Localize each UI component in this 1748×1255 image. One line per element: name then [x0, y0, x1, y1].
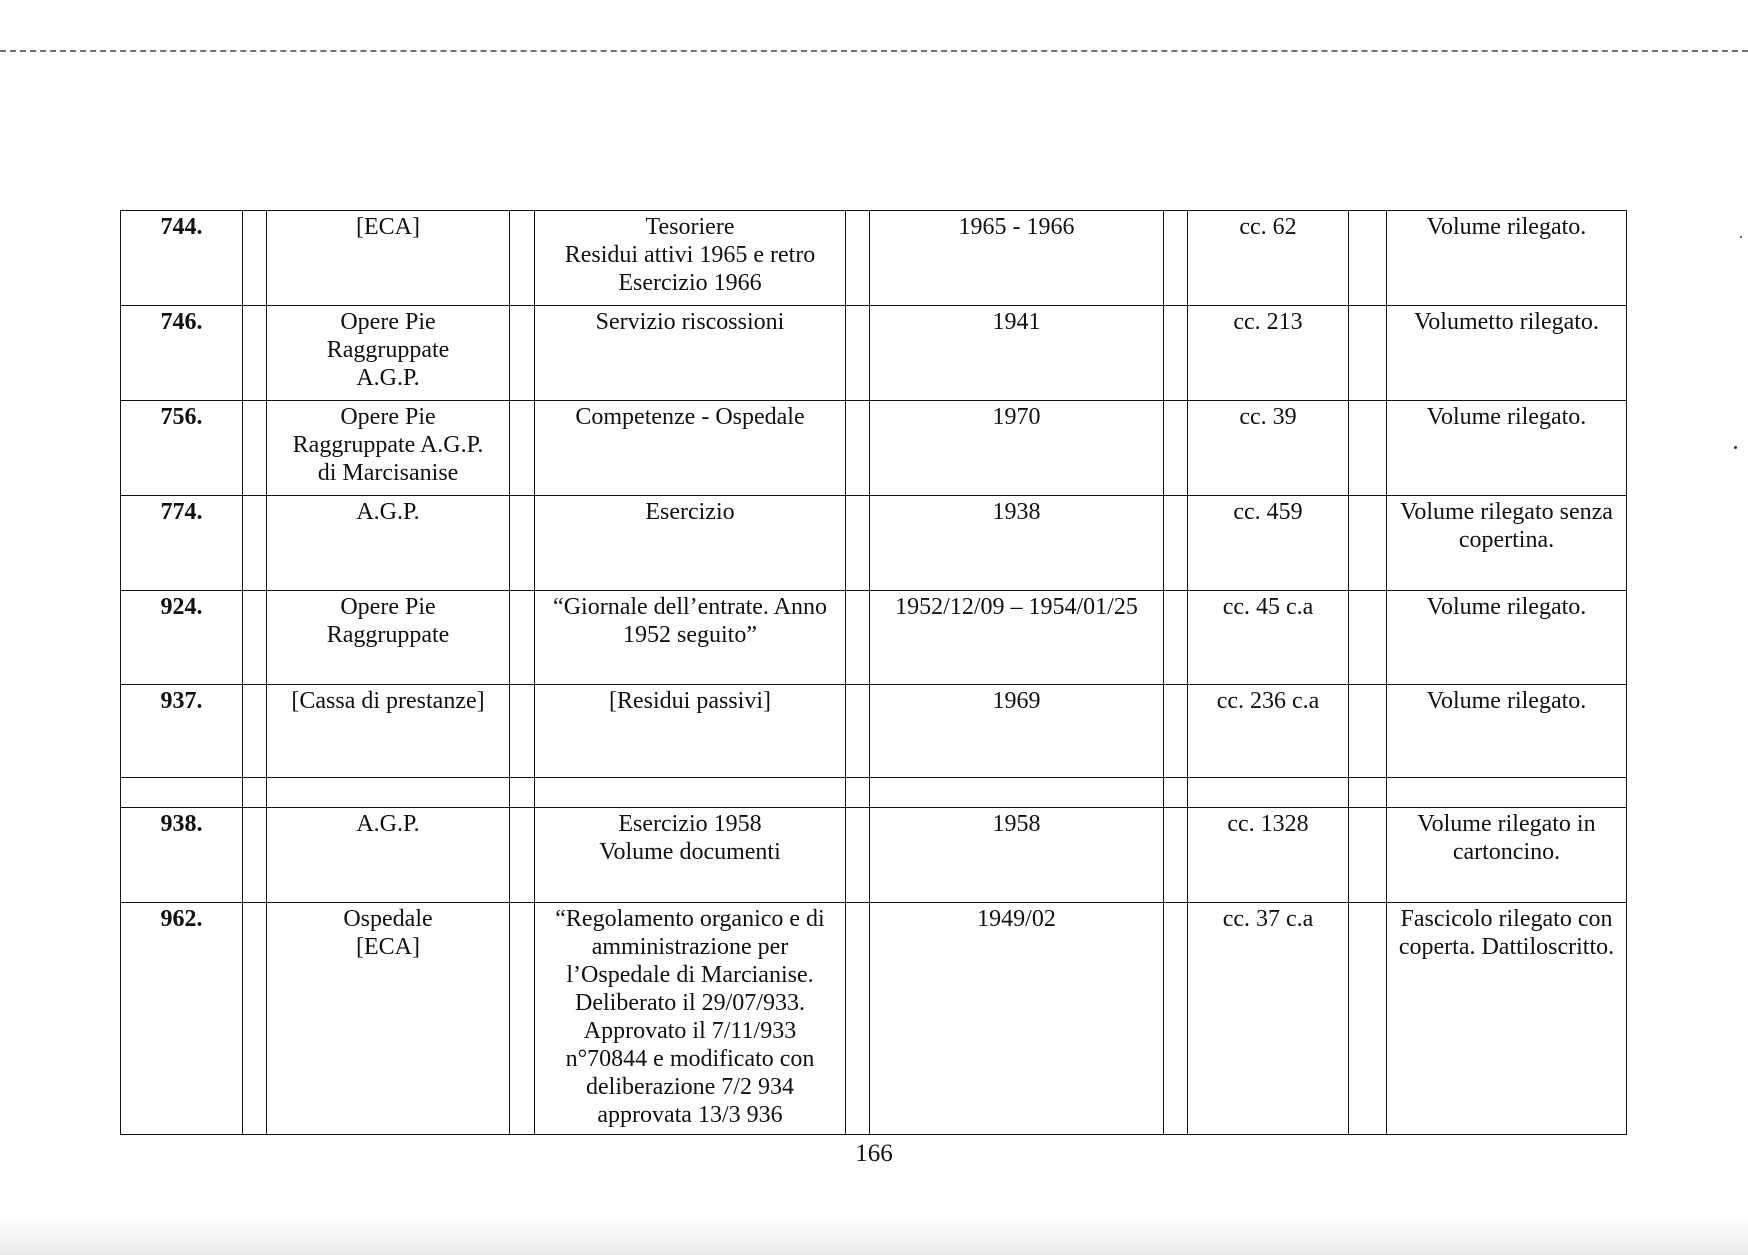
- record-title: “Giornale dell’entrate. Anno 1952 seguito”: [535, 591, 846, 685]
- record-notes: Volume rilegato.: [1387, 591, 1627, 685]
- table-row: [121, 306, 1627, 401]
- record-sheets: cc. 37 c.a: [1188, 903, 1349, 1135]
- record-notes: Volumetto rilegato.: [1387, 306, 1627, 401]
- record-number: 937.: [121, 685, 243, 778]
- archive-register-table: [120, 210, 1627, 1135]
- record-entity: [ECA]: [267, 211, 510, 306]
- record-date: 1949/02: [870, 903, 1164, 1135]
- record-date: 1938: [870, 496, 1164, 591]
- scan-speck: [1734, 446, 1737, 449]
- record-number: 962.: [121, 903, 243, 1135]
- record-number: 746.: [121, 306, 243, 401]
- record-notes: Volume rilegato.: [1387, 401, 1627, 496]
- record-notes: Volume rilegato senza copertina.: [1387, 496, 1627, 591]
- record-sheets: cc. 39: [1188, 401, 1349, 496]
- table-row: [121, 211, 1627, 306]
- record-sheets: cc. 45 c.a: [1188, 591, 1349, 685]
- record-title: Esercizio 1958 Volume documenti: [535, 808, 846, 903]
- record-notes: Volume rilegato.: [1387, 685, 1627, 778]
- scan-speck: [1740, 236, 1742, 238]
- record-title: Esercizio: [535, 496, 846, 591]
- record-notes: Volume rilegato in cartoncino.: [1387, 808, 1627, 903]
- record-title: Servizio riscossioni: [535, 306, 846, 401]
- table-row: [121, 401, 1627, 496]
- record-date: 1958: [870, 808, 1164, 903]
- record-entity: Opere Pie Raggruppate A.G.P. di Marcisanise: [267, 401, 510, 496]
- record-entity: A.G.P.: [267, 496, 510, 591]
- record-title: Competenze - Ospedale: [535, 401, 846, 496]
- table-row: [121, 496, 1627, 591]
- record-entity: Ospedale [ECA]: [267, 903, 510, 1135]
- table-row: [121, 808, 1627, 903]
- record-sheets: cc. 213: [1188, 306, 1349, 401]
- record-entity: [Cassa di prestanze]: [267, 685, 510, 778]
- record-number: 774.: [121, 496, 243, 591]
- record-title: [Residui passivi]: [535, 685, 846, 778]
- page-number: 166: [855, 1140, 893, 1167]
- record-notes: Fascicolo rilegato con coperta. Dattiloscritto.: [1387, 903, 1627, 1135]
- record-title: “Regolamento organico e di amministrazione per l’Ospedale di Marcianise. Deliberato il 29/07/933. Approvato il 7/11/933 n°70844 e modificato con deliberazione 7/2 934 approvata 13/3 936: [535, 903, 846, 1135]
- record-number: 938.: [121, 808, 243, 903]
- record-notes: Volume rilegato.: [1387, 211, 1627, 306]
- table-row: [121, 591, 1627, 685]
- record-date: 1969: [870, 685, 1164, 778]
- record-sheets: cc. 62: [1188, 211, 1349, 306]
- record-number: 756.: [121, 401, 243, 496]
- record-number: 924.: [121, 591, 243, 685]
- empty-table-row: [121, 778, 1627, 808]
- table-row: [121, 903, 1627, 1135]
- record-date: 1952/12/09 – 1954/01/25: [870, 591, 1164, 685]
- record-sheets: cc. 236 c.a: [1188, 685, 1349, 778]
- record-date: 1970: [870, 401, 1164, 496]
- table-row: [121, 685, 1627, 778]
- scan-bottom-shading: [0, 1215, 1748, 1255]
- record-entity: A.G.P.: [267, 808, 510, 903]
- record-title: Tesoriere Residui attivi 1965 e retro Esercizio 1966: [535, 211, 846, 306]
- record-entity: Opere Pie Raggruppate: [267, 591, 510, 685]
- record-date: 1941: [870, 306, 1164, 401]
- record-entity: Opere Pie Raggruppate A.G.P.: [267, 306, 510, 401]
- record-sheets: cc. 459: [1188, 496, 1349, 591]
- record-date: 1965 - 1966: [870, 211, 1164, 306]
- record-number: 744.: [121, 211, 243, 306]
- record-sheets: cc. 1328: [1188, 808, 1349, 903]
- scan-top-dashed-line: [0, 50, 1748, 52]
